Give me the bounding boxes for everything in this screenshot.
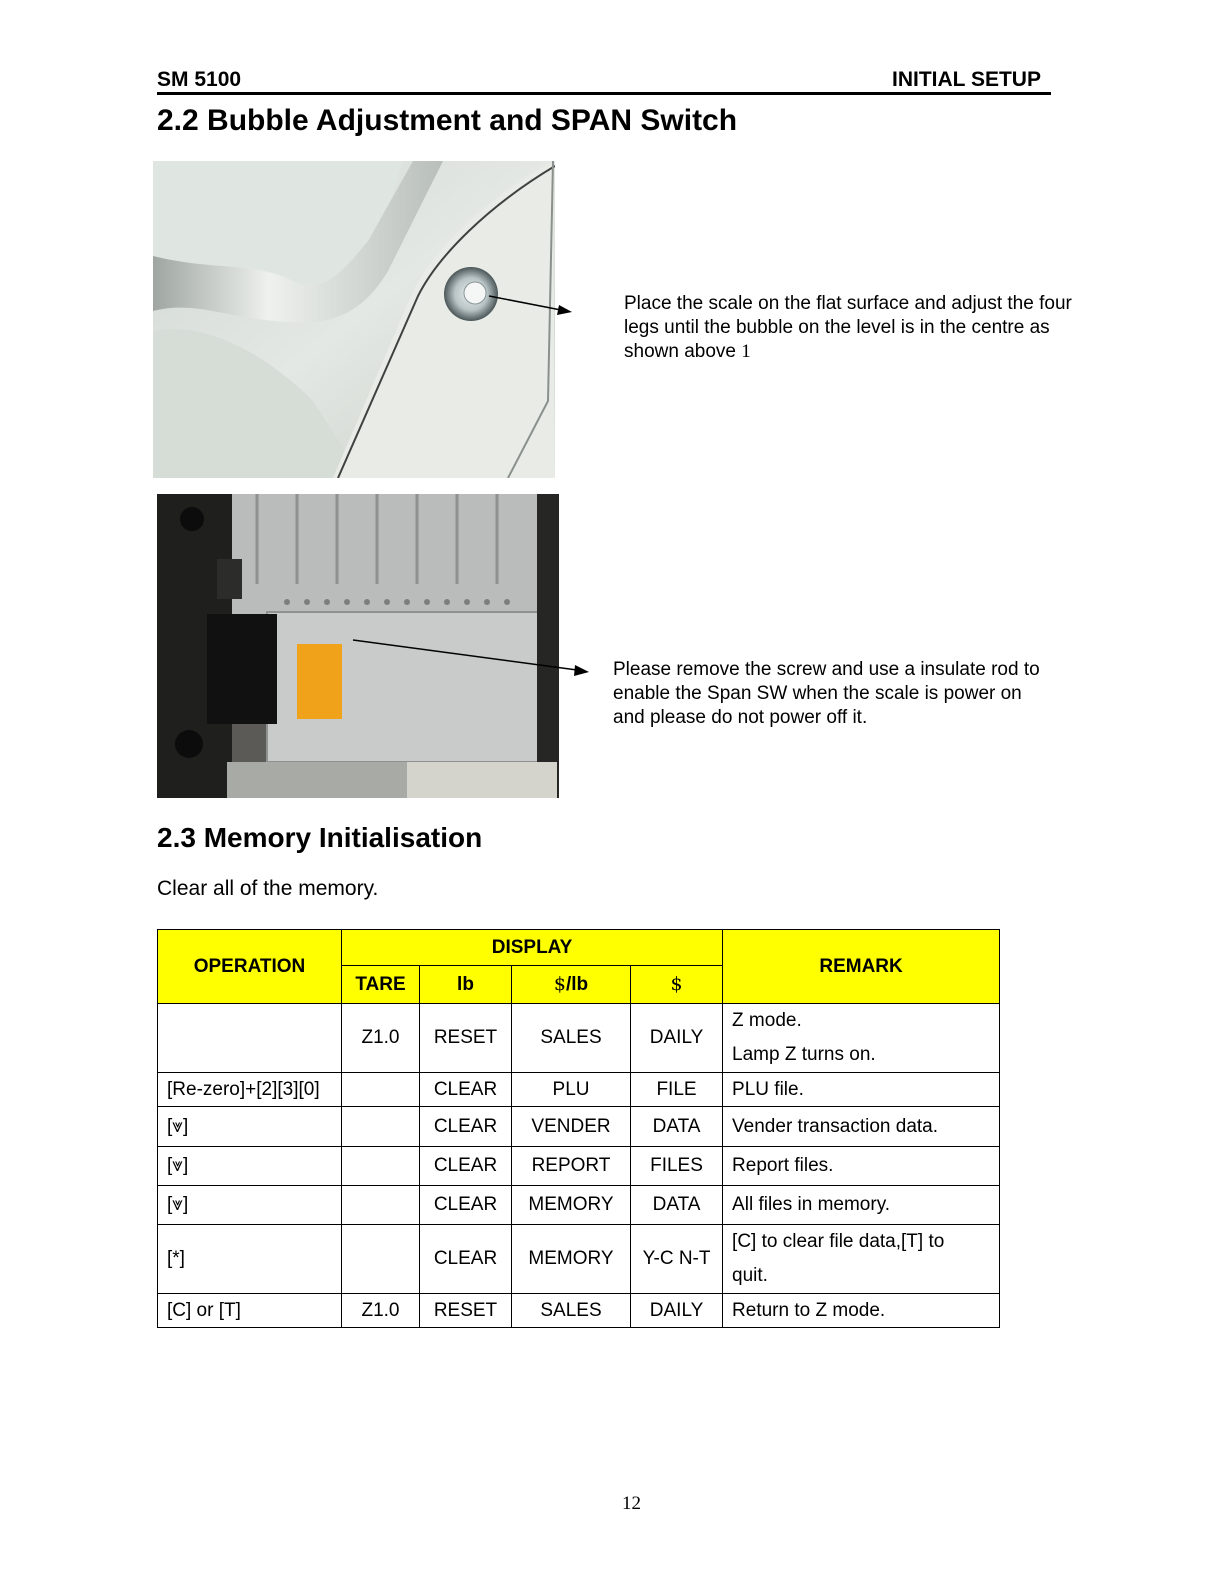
memory-intro: Clear all of the memory. <box>157 877 379 900</box>
table-row: [Re-zero]+[2][3][0] CLEAR PLU FILE PLU file. <box>158 1073 1000 1107</box>
col-dollar-lb: $/lb <box>512 966 631 1004</box>
span-caption: Please remove the screw and use a insulate rod to enable the Span SW when the scale is power on and please do not power off it. <box>613 659 1040 728</box>
table-row: Z1.0 RESET SALES DAILY Z mode. Lamp Z turns on. <box>158 1004 1000 1073</box>
table-row: [⩔] CLEAR REPORT FILES Report files. <box>158 1147 1000 1186</box>
col-display: DISPLAY <box>342 930 723 966</box>
col-lb: lb <box>420 966 512 1004</box>
col-dollar: $ <box>631 966 723 1004</box>
col-operation: OPERATION <box>158 930 342 1004</box>
table-row: [⩔] CLEAR MEMORY DATA All files in memory. <box>158 1186 1000 1225</box>
page-number: 12 <box>622 1493 641 1514</box>
memory-init-table <box>157 929 1000 1328</box>
bubble-caption: Place the scale on the flat surface and adjust the four legs until the bubble on the level is in the centre as shown above 1 <box>624 293 1072 362</box>
col-tare: TARE <box>342 966 420 1004</box>
table-row: [⩔] CLEAR VENDER DATA Vender transaction data. <box>158 1107 1000 1147</box>
doc-section-title: INITIAL SETUP <box>892 68 1041 91</box>
section-title-memory: 2.3 Memory Initialisation <box>157 822 483 853</box>
table-row: [*] CLEAR MEMORY Y-C N-T [C] to clear file data,[T] to quit. <box>158 1225 1000 1294</box>
table-row: [C] or [T] Z1.0 RESET SALES DAILY Return to Z mode. <box>158 1294 1000 1328</box>
doc-model: SM 5100 <box>157 68 242 91</box>
section-title-bubble: 2.2 Bubble Adjustment and SPAN Switch <box>157 104 738 137</box>
col-remark: REMARK <box>723 930 1000 1004</box>
